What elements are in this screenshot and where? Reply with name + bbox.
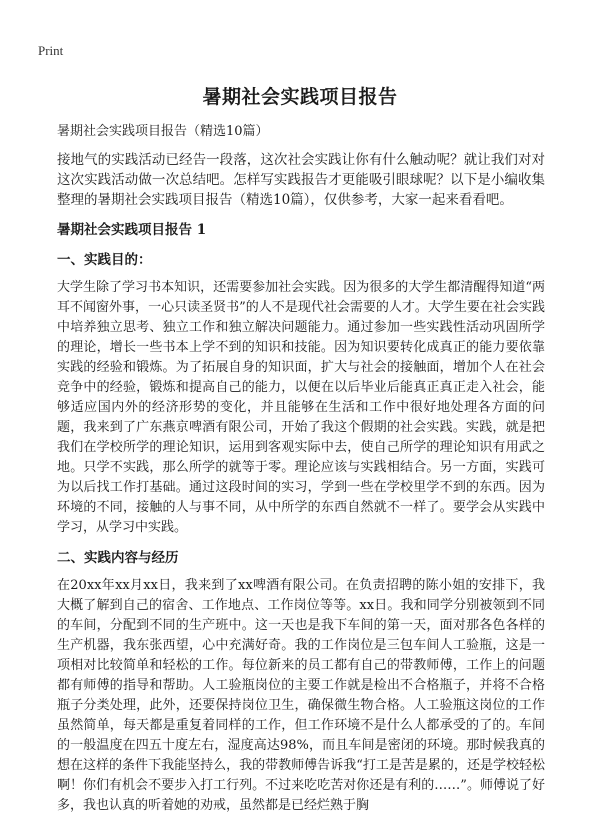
print-label: Print [38, 43, 64, 58]
document-subtitle: 暑期社会实践项目报告（精选10篇） [57, 124, 269, 139]
section1-paragraph: 大学生除了学习书本知识，还需要参加社会实践。因为很多的大学生都清醒得知道“两耳不闻窗外事，一心只读圣贤书”的人不是现代社会需要的人才。大学生要在社会实践中培养独立思考、独立工作和独立解决问题能力。通过参加一些实践性活动巩固所学的理论，增长一些书本上学不到的知识和技能。因为知识要转化成真正的能力要依靠实践的经验和锻炼。为了拓展自身的知识面，扩大与社会的接触面，增加个人在社会竞争中的经验，锻炼和提高自己的能力，以便在以后毕业后能真正真正走入社会，能够适应国内外的经济形势的变化，并且能够在生活和工作中很好地处理各方面的问题，我来到了广东燕京啤酒有限公司，开始了我这个假期的社会实践。实践，就是把我们在学校所学的理论知识，运用到客观实际中去，使自己所学的理论知识有用武之地。只学不实践，那么所学的就等于零。理论应该与实践相结合。另一方面，实践可为以后找工作打基础。通过这段时间的实习，学到一些在学校里学不到的东西。因为环境的不同，接触的人与事不同，从中所学的东西自然就不一样了。要学会从实践中学习，从学习中实践。 [57, 280, 545, 535]
page-title: 暑期社会实践项目报告 [202, 86, 398, 108]
section2-heading: 二、实践内容与经历 [57, 550, 179, 566]
document-body [57, 122, 545, 824]
section2-paragraph: 在20xx年xx月xx日，我来到了xx啤酒有限公司。在负责招聘的陈小姐的安排下，我大概了解到自己的宿舍、工作地点、工作岗位等等。xx日。我和同学分别被领到不同的车间，分配到不同的生产班中。这一天也是我下车间的第一天，面对那各色各样的生产机器，我东张西望，心中充满好奇。我的工作岗位是三包车间人工验瓶，这是一项相对比较简单和轻松的工作。每位新来的员工都有自己的带教师傅，工作上的问题都有师傅的指导和帮助。人工验瓶岗位的主要工作就是检出不合格瓶子，并将不合格瓶子分类处理，此外，还要保持岗位卫生，确保微生物合格。人工验瓶这岗位的工作虽然简单，每天都是重复着同样的工作，但工作环境不是什么人都承受的了的。车间的一般温度在四五十度左右，湿度高达98%，而且车间是密闭的环境。那时候我真的想在这样的条件下我能坚持么，我的带教师傅告诉我“打工是苦是累的，还是学校轻松啊！你们有机会不要步入打工行列。不过来吃吃苦对你还是有利的……”。师傅说了好多，我也认真的听着她的劝戒，虽然都是已经烂熟于胸 [57, 578, 545, 813]
intro-paragraph: 接地气的实践活动已经告一段落，这次社会实践让你有什么触动呢？就让我们对对这次实践活动做一次总结吧。怎样写实践报告才更能吸引眼球呢？以下是小编收集整理的暑期社会实践项目报告（精选10篇），仅供参考，大家一起来看看吧。 [57, 152, 545, 208]
section1-heading: 一、实践目的： [57, 252, 152, 268]
report-heading: 暑期社会实践项目报告 1 [57, 222, 207, 238]
